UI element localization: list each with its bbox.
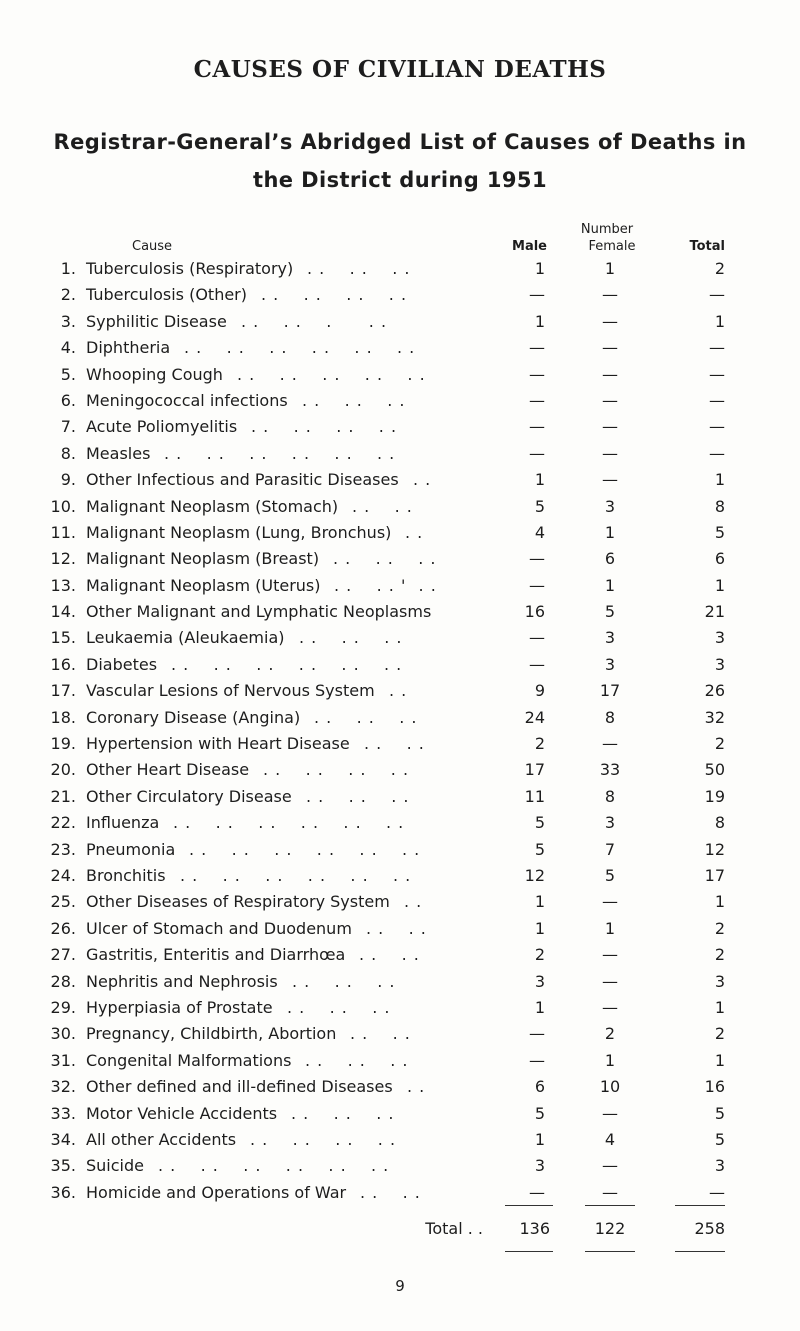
cause-name: Nephritis and Nephrosis	[86, 971, 278, 991]
table-row	[0, 1021, 800, 1047]
male-count: 11	[524, 786, 545, 806]
totals-total: 258	[694, 1219, 725, 1238]
table-row	[0, 441, 800, 467]
total-count: 3	[714, 1156, 725, 1176]
male-count: 1	[534, 311, 545, 331]
table-row	[0, 573, 800, 599]
male-count: 24	[524, 707, 545, 727]
cause-name: Gastritis, Enteritis and Diarrhœa	[86, 945, 346, 965]
table-row	[0, 969, 800, 995]
female-count: 6	[604, 549, 616, 569]
leader-dots: . .	[407, 1077, 426, 1097]
cause-name: Tuberculosis (Respiratory)	[86, 259, 294, 278]
cause-name: Malignant Neoplasm (Lung, Bronchus)	[86, 522, 392, 542]
row-number: 29.	[50, 997, 76, 1017]
table-row	[0, 678, 800, 704]
female-count: 8	[604, 707, 616, 727]
total-count: 3	[714, 628, 725, 648]
female-count: —	[602, 997, 618, 1017]
male-count: 1	[534, 918, 545, 938]
cause-name: Other Diseases of Respiratory System	[86, 892, 390, 912]
subtitle-line-2: the District during 1951	[253, 168, 547, 192]
cause-name: Other Circulatory Disease	[86, 786, 292, 806]
leader-dots: . . . . . . . .	[263, 760, 410, 780]
cause-name: Other Infectious and Parasitic Diseases	[86, 470, 399, 490]
row-number: 19.	[50, 734, 76, 754]
row-number: 25.	[50, 892, 76, 912]
total-count: 2	[714, 918, 725, 938]
row-number: 14.	[50, 602, 76, 622]
rule-above-female	[585, 1205, 635, 1206]
rule-above-total	[675, 1205, 725, 1206]
table-row	[0, 256, 800, 282]
male-count: 12	[524, 865, 545, 885]
table-row	[0, 916, 800, 942]
table-row	[0, 995, 800, 1021]
cause-name: Ulcer of Stomach and Duodenum	[86, 918, 352, 938]
table-row	[0, 1180, 800, 1206]
row-number: 32.	[50, 1077, 76, 1097]
cause-name: All other Accidents	[86, 1129, 237, 1149]
leader-dots: . . . . . . . .	[251, 417, 398, 437]
total-count: —	[709, 285, 725, 305]
female-count: 4	[604, 1129, 616, 1149]
female-count: 10	[599, 1077, 621, 1097]
male-count: 9	[534, 681, 545, 701]
row-number: 6.	[60, 390, 76, 410]
cause-name: Motor Vehicle Accidents	[86, 1103, 278, 1123]
row-number: 33.	[50, 1103, 76, 1123]
table-row	[0, 414, 800, 440]
table-row	[0, 1101, 800, 1127]
cause-name: Meningococcal infections	[86, 390, 288, 410]
total-count: 1	[714, 470, 725, 490]
female-count: —	[602, 417, 618, 437]
total-count: 17	[704, 865, 725, 885]
female-count: 1	[604, 575, 616, 595]
leader-dots: . . . .	[359, 945, 420, 965]
row-number: 28.	[50, 971, 76, 991]
table-row	[0, 1153, 800, 1179]
leader-dots: . . . .	[360, 1182, 421, 1202]
row-number: 11.	[50, 522, 76, 542]
female-count: 1	[604, 259, 616, 278]
row-number: 34.	[50, 1129, 76, 1149]
row-number: 30.	[50, 1024, 76, 1044]
row-number: 21.	[50, 786, 76, 806]
row-number: 26.	[50, 918, 76, 938]
table-row	[0, 282, 800, 308]
total-count: —	[709, 1182, 725, 1202]
cause-name: Whooping Cough	[86, 364, 223, 384]
table-row	[0, 837, 800, 863]
cause-name: Homicide and Operations of War	[86, 1182, 347, 1202]
male-count: —	[529, 338, 545, 358]
total-count: 16	[704, 1077, 725, 1097]
female-count: —	[602, 1182, 618, 1202]
causes-table	[0, 256, 800, 1206]
cause-name: Syphilitic Disease	[86, 311, 227, 331]
male-count: 17	[524, 760, 545, 780]
row-number: 16.	[50, 654, 76, 674]
male-count: 2	[534, 734, 545, 754]
total-count: 26	[704, 681, 725, 701]
table-row	[0, 810, 800, 836]
row-number: 22.	[50, 813, 76, 833]
total-count: 1	[714, 575, 725, 595]
male-count: 5	[534, 1103, 545, 1123]
cause-name: Malignant Neoplasm (Breast)	[86, 549, 320, 569]
female-count: —	[602, 1156, 618, 1176]
male-count: 4	[534, 522, 545, 542]
male-count: —	[529, 417, 545, 437]
total-count: 2	[714, 734, 725, 754]
total-count: 12	[704, 839, 725, 859]
cause-name: Other defined and ill-defined Diseases	[86, 1077, 393, 1097]
leader-dots: . . . . . . . . . . . .	[164, 443, 396, 463]
cause-name: Suicide	[86, 1156, 144, 1176]
male-count: —	[529, 1182, 545, 1202]
male-count: 1	[534, 1129, 545, 1149]
male-count: 5	[534, 813, 545, 833]
cause-name: Coronary Disease (Angina)	[86, 707, 301, 727]
male-count: —	[529, 390, 545, 410]
male-count: 1	[534, 997, 545, 1017]
table-row	[0, 889, 800, 915]
total-count: 32	[704, 707, 725, 727]
header-number: Number	[580, 222, 634, 237]
leader-dots: . . . . . .	[299, 628, 403, 648]
row-number: 5.	[60, 364, 76, 384]
male-count: —	[529, 654, 545, 674]
total-count: 5	[714, 522, 725, 542]
total-count: 2	[714, 945, 725, 965]
female-count: 5	[604, 602, 616, 622]
cause-name: Diabetes	[86, 654, 158, 674]
female-count: 3	[604, 496, 616, 516]
cause-name: Hypertension with Heart Disease	[86, 734, 350, 754]
table-row	[0, 731, 800, 757]
female-count: 1	[604, 522, 616, 542]
leader-dots: . . . . . . .	[241, 311, 388, 331]
total-count: —	[709, 338, 725, 358]
total-count: 50	[704, 760, 725, 780]
table-row	[0, 467, 800, 493]
leader-dots: . .	[405, 522, 424, 542]
female-count: 17	[599, 681, 621, 701]
cause-name: Other Malignant and Lymphatic Neoplasms	[86, 602, 432, 622]
row-number: 2.	[60, 285, 76, 305]
page-title: CAUSES OF CIVILIAN DEATHS	[193, 56, 607, 83]
total-count: 5	[714, 1129, 725, 1149]
totals-female: 122	[594, 1219, 626, 1238]
totals-male: 136	[519, 1219, 550, 1238]
total-count: 8	[714, 496, 725, 516]
cause-name: Malignant Neoplasm (Stomach)	[86, 496, 339, 516]
header-female: Female	[588, 239, 636, 254]
total-count: 3	[714, 971, 725, 991]
total-count: 3	[714, 654, 725, 674]
female-count: —	[602, 364, 618, 384]
leader-dots: . . . . . . . .	[250, 1129, 397, 1149]
leader-dots: . . . . . . . .	[261, 285, 408, 305]
male-count: 1	[534, 259, 545, 278]
female-count: 3	[604, 628, 616, 648]
rule-below-male	[505, 1251, 553, 1252]
row-number: 27.	[50, 945, 76, 965]
table-row	[0, 520, 800, 546]
leader-dots: . . . .	[352, 496, 413, 516]
cause-name: Pneumonia	[86, 839, 176, 859]
cause-name: Measles	[86, 443, 151, 463]
cause-name: Leukaemia (Aleukaemia)	[86, 628, 285, 648]
male-count: 3	[534, 1156, 545, 1176]
total-count: —	[709, 390, 725, 410]
male-count: —	[529, 285, 545, 305]
female-count: —	[602, 971, 618, 991]
leader-dots: . . . . . . . . . . . .	[184, 338, 416, 358]
female-count: —	[602, 338, 618, 358]
female-count: —	[602, 892, 618, 912]
leader-dots: . . . . . .	[291, 1103, 395, 1123]
female-count: —	[602, 734, 618, 754]
female-count: —	[602, 945, 618, 965]
leader-dots: . . . . . . . . . . . .	[180, 865, 412, 885]
header-male: Male	[512, 239, 547, 254]
table-row	[0, 757, 800, 783]
male-count: —	[529, 443, 545, 463]
leader-dots: . . . . . .	[333, 549, 437, 569]
table-row	[0, 599, 800, 625]
male-count: —	[529, 364, 545, 384]
leader-dots: . . . . . . . . . . . .	[158, 1156, 390, 1176]
cause-name: Vascular Lesions of Nervous System	[86, 681, 375, 701]
row-number: 4.	[60, 338, 76, 358]
cause-name: Malignant Neoplasm (Uterus)	[86, 575, 321, 595]
female-count: 1	[604, 1050, 616, 1070]
total-count: —	[709, 417, 725, 437]
leader-dots: . .	[413, 470, 432, 490]
total-count: 8	[714, 813, 725, 833]
total-count: 19	[704, 786, 725, 806]
leader-dots: . . . .	[364, 734, 425, 754]
female-count: 33	[599, 760, 621, 780]
row-number: 36.	[50, 1182, 76, 1202]
row-number: 23.	[50, 839, 76, 859]
leader-dots: . . . . . .	[306, 786, 410, 806]
male-count: —	[529, 1050, 545, 1070]
cause-name: Acute Poliomyelitis	[86, 417, 238, 437]
leader-dots: . . . . . . . . . .	[237, 364, 426, 384]
male-count: 6	[534, 1077, 545, 1097]
female-count: 2	[604, 1024, 616, 1044]
male-count: 1	[534, 892, 545, 912]
total-count: 1	[714, 997, 725, 1017]
row-number: 31.	[50, 1050, 76, 1070]
total-count: 1	[714, 1050, 725, 1070]
female-count: 3	[604, 654, 616, 674]
row-number: 3.	[60, 311, 76, 331]
female-count: —	[602, 285, 618, 305]
leader-dots: . . . . . . . . . . . .	[173, 813, 405, 833]
total-count: 6	[714, 549, 725, 569]
table-subtitle	[40, 123, 760, 199]
leader-dots: . . . . . . . . . . . .	[171, 654, 403, 674]
cause-name: Tuberculosis (Other)	[86, 285, 247, 305]
female-count: —	[602, 390, 618, 410]
rule-below-total	[675, 1251, 725, 1252]
cause-name: Pregnancy, Childbirth, Abortion	[86, 1024, 337, 1044]
male-count: —	[529, 549, 545, 569]
leader-dots: . . . .	[350, 1024, 411, 1044]
female-count: 3	[604, 813, 616, 833]
rule-above-male	[505, 1205, 553, 1206]
total-count: 1	[714, 892, 725, 912]
female-count: 5	[604, 865, 616, 885]
male-count: 5	[534, 496, 545, 516]
cause-name: Influenza	[86, 813, 160, 833]
male-count: 5	[534, 839, 545, 859]
leader-dots: . . . . . .	[292, 971, 396, 991]
row-number: 35.	[50, 1156, 76, 1176]
female-count: —	[602, 443, 618, 463]
leader-dots: . .	[389, 681, 408, 701]
table-row	[0, 309, 800, 335]
cause-name: Hyperpiasia of Prostate	[86, 997, 273, 1017]
table-row	[0, 335, 800, 361]
total-count: 5	[714, 1103, 725, 1123]
row-number: 18.	[50, 707, 76, 727]
table-row	[0, 362, 800, 388]
leader-dots: . .	[404, 892, 423, 912]
row-number: 7.	[60, 417, 76, 437]
leader-dots: . . . . . .	[314, 707, 418, 727]
female-count: 8	[604, 786, 616, 806]
row-number: 15.	[50, 628, 76, 648]
female-count: —	[602, 311, 618, 331]
cause-name: Diphtheria	[86, 338, 171, 358]
row-number: 10.	[50, 496, 76, 516]
leader-dots: . . . .	[366, 918, 427, 938]
table-row	[0, 625, 800, 651]
table-row	[0, 1048, 800, 1074]
male-count: 3	[534, 971, 545, 991]
table-row	[0, 494, 800, 520]
row-number: 17.	[50, 681, 76, 701]
rule-below-female	[585, 1251, 635, 1252]
row-number: 1.	[60, 259, 76, 278]
male-count: 16	[524, 602, 545, 622]
total-count: 1	[714, 311, 725, 331]
table-row	[0, 863, 800, 889]
row-number: 24.	[50, 865, 76, 885]
male-count: —	[529, 1024, 545, 1044]
row-number: 20.	[50, 760, 76, 780]
leader-dots: . . . . . . . . . . . .	[189, 839, 421, 859]
table-row	[0, 652, 800, 678]
subtitle-line-1: Registrar-General’s Abridged List of Causes of Deaths in	[53, 130, 747, 154]
row-number: 12.	[50, 549, 76, 569]
female-count: —	[602, 470, 618, 490]
total-count: —	[709, 443, 725, 463]
total-count: 2	[714, 259, 725, 278]
leader-dots: . . . . . .	[307, 259, 411, 278]
table-row	[0, 1074, 800, 1100]
female-count: 7	[604, 839, 616, 859]
total-count: 2	[714, 1024, 725, 1044]
male-count: 2	[534, 945, 545, 965]
male-count: 1	[534, 470, 545, 490]
cause-name: Other Heart Disease	[86, 760, 250, 780]
table-row	[0, 1127, 800, 1153]
table-row	[0, 942, 800, 968]
leader-dots: . . . . ' . .	[334, 575, 437, 595]
header-cause: Cause	[132, 239, 173, 254]
total-count: —	[709, 364, 725, 384]
row-number: 8.	[60, 443, 76, 463]
cause-name: Bronchitis	[86, 865, 166, 885]
cause-name: Congenital Malformations	[86, 1050, 292, 1070]
totals-label: Total . .	[425, 1219, 483, 1238]
leader-dots: . . . . . .	[302, 390, 406, 410]
female-count: —	[602, 1103, 618, 1123]
table-row	[0, 388, 800, 414]
leader-dots: . . . . . .	[305, 1050, 409, 1070]
table-row	[0, 546, 800, 572]
leader-dots: . . . . . .	[287, 997, 391, 1017]
header-total: Total	[689, 239, 725, 254]
male-count: —	[529, 628, 545, 648]
table-row	[0, 705, 800, 731]
row-number: 13.	[50, 575, 76, 595]
row-number: 9.	[60, 470, 76, 490]
female-count: 1	[604, 918, 616, 938]
table-row	[0, 784, 800, 810]
page-number: 9	[395, 1277, 405, 1295]
total-count: 21	[704, 602, 725, 622]
male-count: —	[529, 575, 545, 595]
